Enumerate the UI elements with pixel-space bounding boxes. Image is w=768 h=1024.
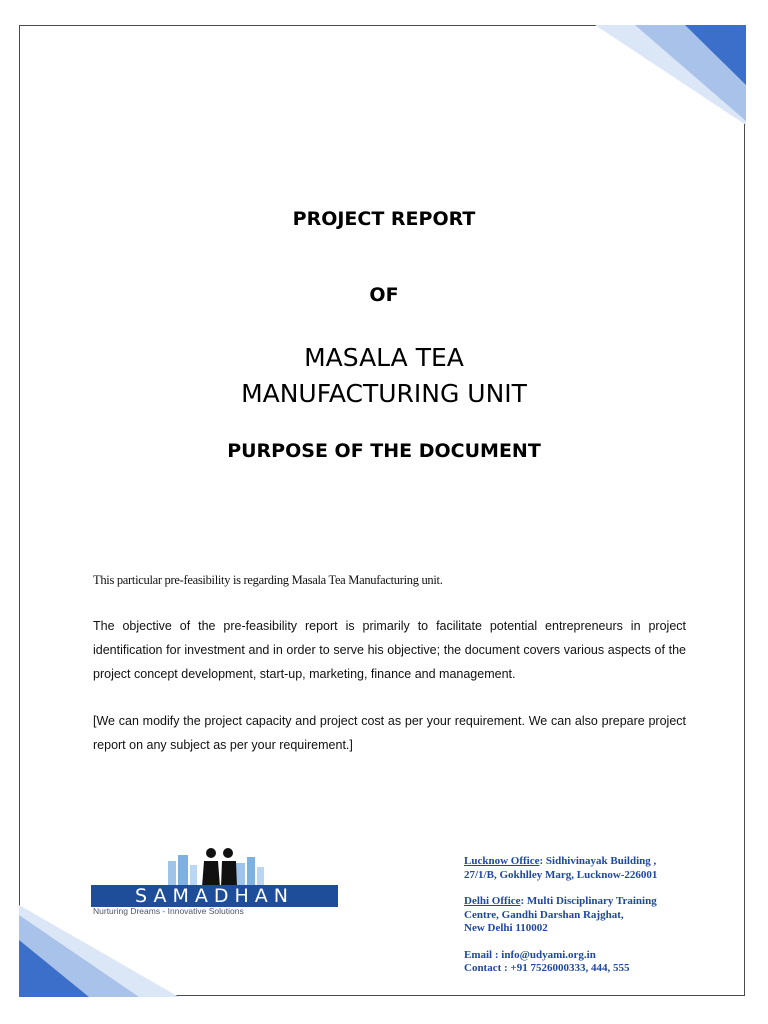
intro-paragraph: This particular pre-feasibility is regarding Masala Tea Manufacturing unit. — [93, 573, 443, 587]
delhi-office — [464, 895, 714, 936]
top-right-corner-decoration — [595, 25, 746, 125]
purpose-heading: PURPOSE OF THE DOCUMENT — [227, 440, 541, 462]
modification-note: [We can modify the project capacity and project cost as per your requirement. We can also prepare project report on any subject as per your requirement.] — [93, 714, 686, 752]
delhi-office-label: Delhi Office — [464, 895, 521, 907]
bottom-left-corner-decoration — [19, 905, 179, 997]
logo-skyline-icon — [166, 845, 266, 887]
objective-paragraph: The objective of the pre-feasibility report is primarily to facilitate potential entrepreneurs in project identification for investment and in order to serve his objective; the document covers various aspects of the project concept development, start-up, marketing, finance and management. — [93, 619, 686, 681]
contact-phone: Contact : +91 7526000333, 444, 555 — [464, 962, 630, 974]
lucknow-address-2: 27/1/B, Gokhlley Marg, Lucknow-226001 — [464, 868, 658, 881]
document-title — [0, 340, 768, 412]
of-heading: OF — [369, 284, 399, 306]
report-heading: PROJECT REPORT — [292, 208, 476, 230]
logo-wordmark: SAMADHAN — [91, 885, 338, 907]
title-line-2: MANUFACTURING UNIT — [241, 379, 527, 408]
lucknow-office-label: Lucknow Office — [464, 855, 540, 867]
samadhan-logo — [91, 845, 341, 915]
contact-email[interactable]: Email : info@udyami.org.in — [464, 948, 596, 961]
contact-block — [464, 855, 714, 976]
delhi-address-1: : Multi Disciplinary Training — [520, 895, 657, 907]
delhi-address-2: Centre, Gandhi Darshan Rajghat, — [464, 908, 624, 921]
title-line-1: MASALA TEA — [304, 343, 464, 372]
lucknow-office — [464, 855, 714, 882]
logo-tagline: Nurturing Dreams - Innovative Solutions — [93, 906, 244, 916]
contact-details — [464, 949, 714, 976]
lucknow-address-1: : Sidhivinayak Building , — [539, 855, 657, 867]
delhi-address-3: New Delhi 110002 — [464, 922, 548, 934]
